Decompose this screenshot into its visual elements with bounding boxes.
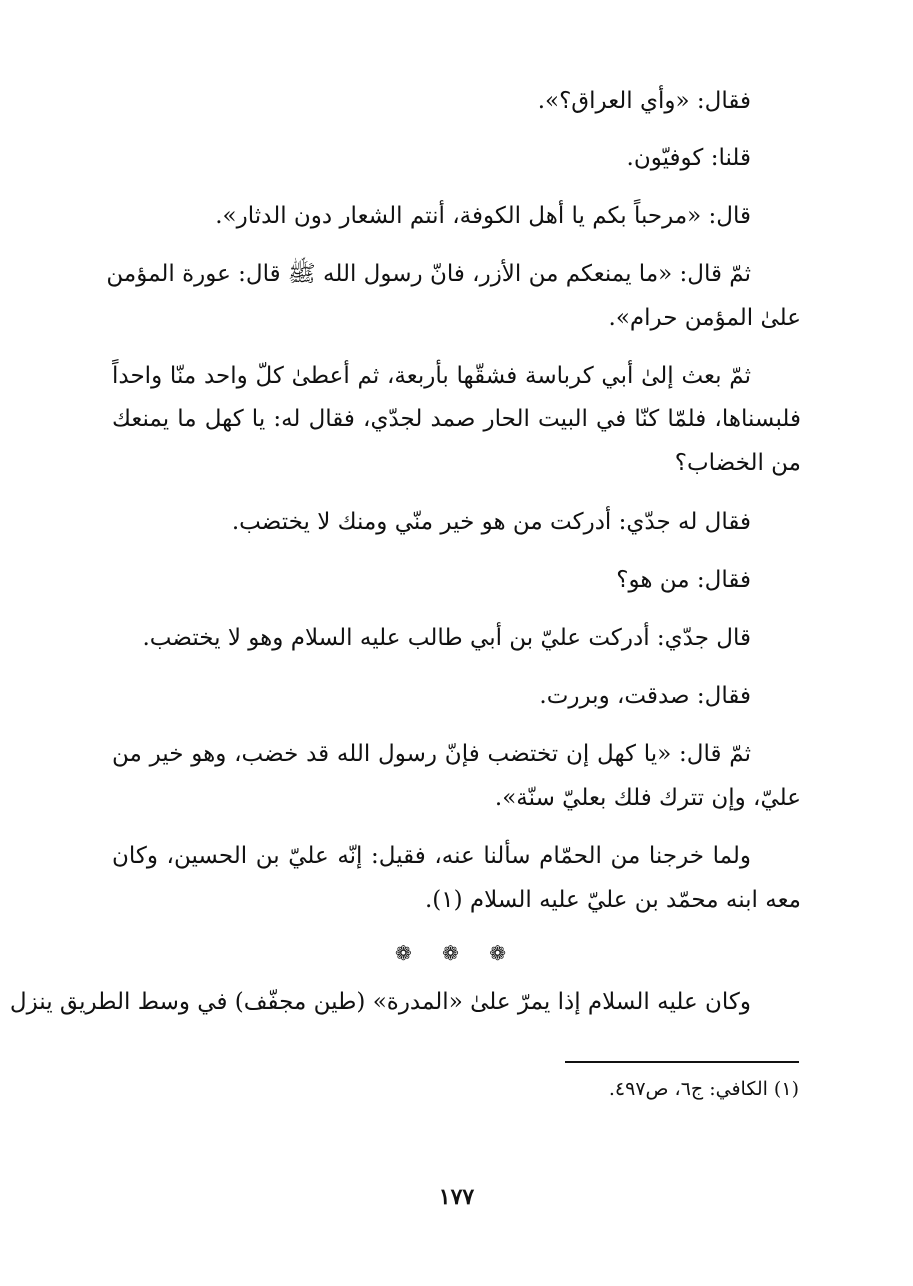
text-line-12: فقال: صدقت، وبررت.	[539, 683, 751, 709]
text-line-4: ثمّ قال: «ما يمنعكم من الأزر، فانّ رسول الله ﷺ قال: عورة المؤمن	[106, 261, 751, 287]
text-line-5: علىٰ المؤمن حرام».	[608, 305, 801, 331]
text-line-6: ثمّ بعث إلىٰ أبي كرباسة فشقّها بأربعة، ثم أعطىٰ كلّ واحد منّا واحداً	[112, 363, 751, 389]
text-line-16: معه ابنه محمّد بن عليّ عليه السلام (١).	[424, 887, 801, 913]
text-line-14: عليّ، وإن تترك فلك بعليّ سنّة».	[494, 785, 801, 811]
page-number: ١٧٧	[438, 1184, 475, 1210]
text-line-11: قال جدّي: أدركت عليّ بن أبي طالب عليه السلام وهو لا يختضب.	[142, 625, 751, 651]
footnote: (١) الكافي: ج٦، ص٤٩٧.	[608, 1078, 799, 1100]
text-line-15: ولما خرجنا من الحمّام سألنا عنه، فقيل: إنّه عليّ بن الحسين، وكان	[112, 843, 751, 869]
text-line-10: فقال: من هو؟	[616, 567, 751, 593]
footnote-divider	[565, 1061, 799, 1063]
text-line-7: فلبسناها، فلمّا كنّا في البيت الحار صمد لجدّي، فقال له: يا كهل ما يمنعك	[112, 406, 801, 432]
text-line-13: ثمّ قال: «يا كهل إن تختضب فإنّ رسول الله قد خضب، وهو خير من	[112, 741, 751, 767]
text-line-17: وكان عليه السلام إذا يمرّ علىٰ «المدرة» (طين مجفّف) في وسط الطريق ينزل	[9, 989, 751, 1015]
text-line-1: فقال: «وأي العراق؟».	[537, 88, 751, 114]
text-line-9: فقال له جدّي: أدركت من هو خير منّي ومنك لا يختضب.	[231, 509, 751, 535]
text-line-2: قلنا: كوفيّون.	[626, 145, 751, 171]
text-line-8: من الخضاب؟	[674, 450, 801, 476]
section-separator: ❁ ❁ ❁	[395, 941, 518, 965]
text-line-3: قال: «مرحباً بكم يا أهل الكوفة، أنتم الشعار دون الدثار».	[215, 203, 751, 229]
